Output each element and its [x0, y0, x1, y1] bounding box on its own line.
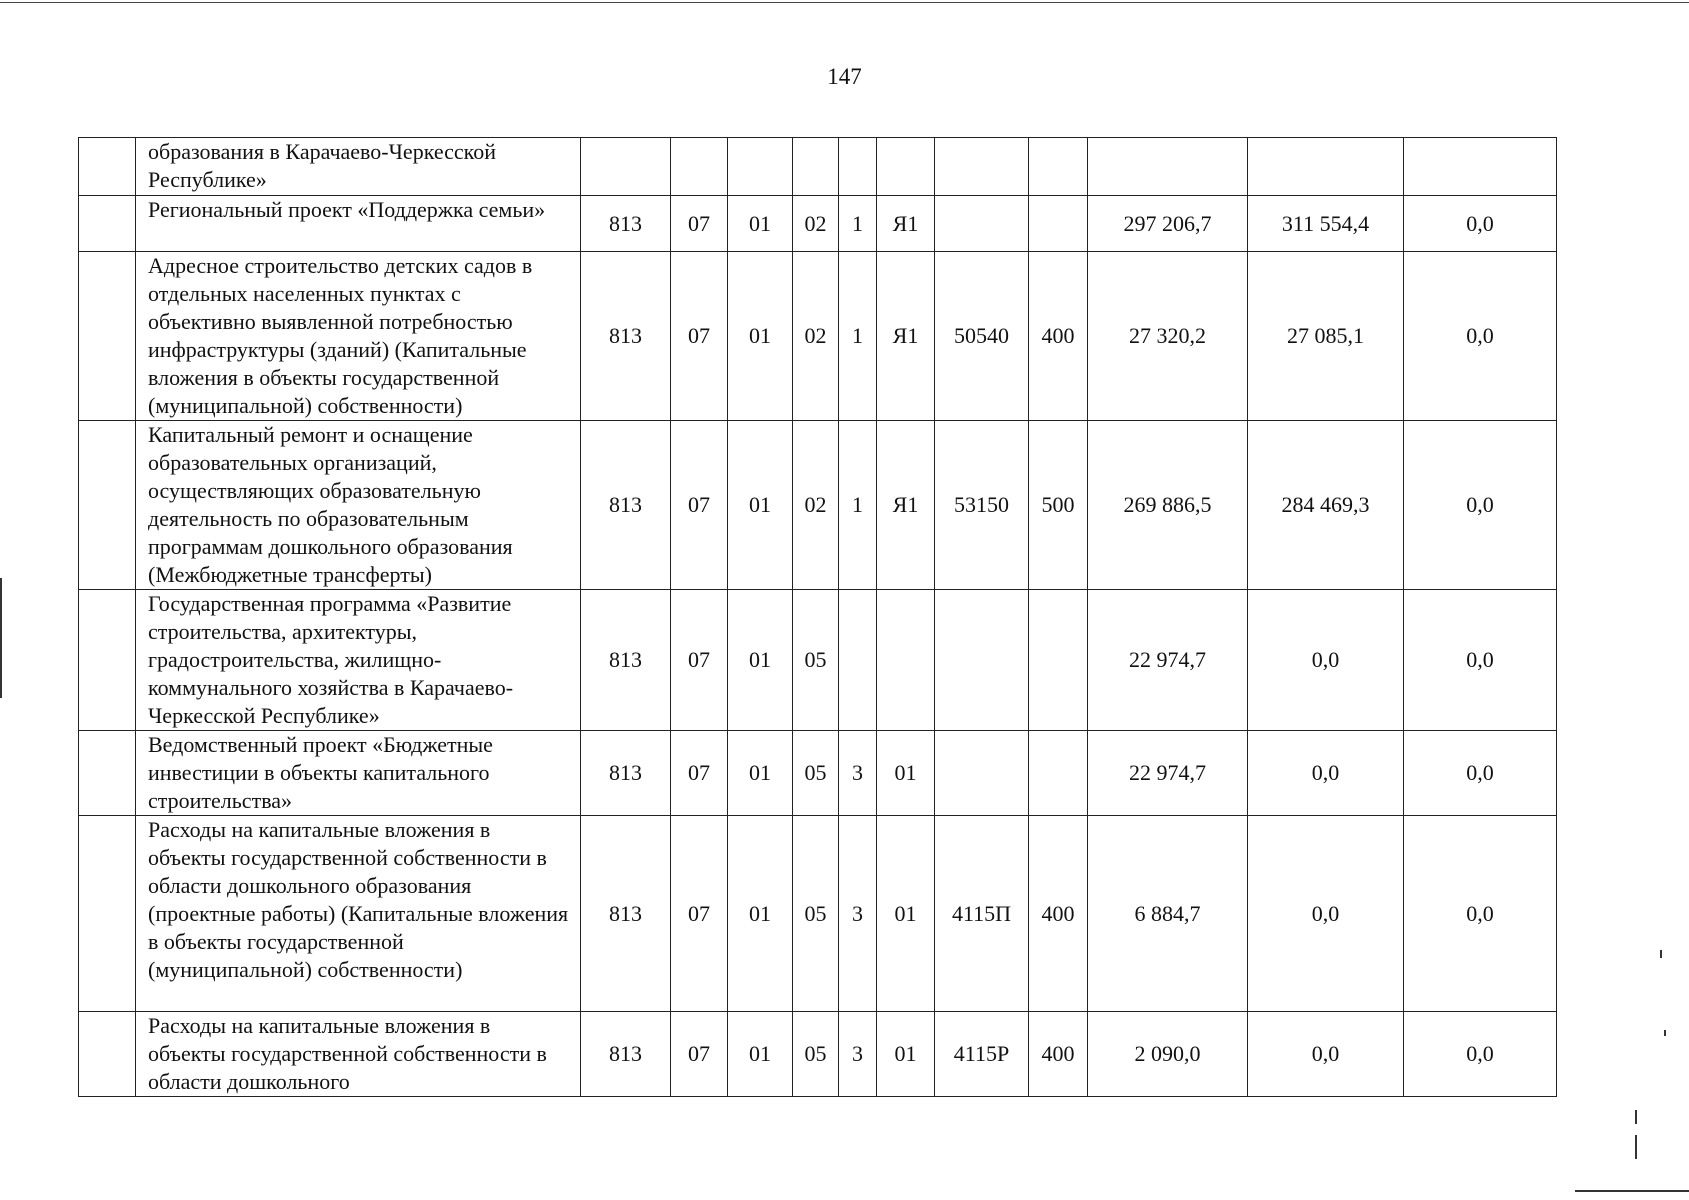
project-cell: Я1 — [877, 196, 935, 252]
description-cell: Расходы на капитальные вложения в объекты государственной собственности в области дошкольного — [136, 1012, 581, 1097]
row-index-cell — [79, 1012, 136, 1097]
amount-year3-cell: 0,0 — [1404, 590, 1557, 731]
amount-year3-cell: 0,0 — [1404, 196, 1557, 252]
subprogram-cell: 1 — [839, 421, 877, 590]
amount-year1-cell: 269 886,5 — [1088, 421, 1248, 590]
table-row — [79, 1012, 1557, 1097]
ministry-code-cell — [581, 138, 671, 196]
section-cell — [671, 138, 728, 196]
program-cell: 05 — [793, 816, 839, 1012]
project-cell: 01 — [877, 816, 935, 1012]
amount-year1-cell: 22 974,7 — [1088, 590, 1248, 731]
ministry-code-cell: 813 — [581, 590, 671, 731]
page-number: 147 — [827, 64, 862, 89]
ministry-code-cell: 813 — [581, 196, 671, 252]
description-cell: Ведомственный проект «Бюджетные инвестиции в объекты капитального строительства» — [136, 731, 581, 816]
direction-cell — [935, 138, 1029, 196]
amount-year2-cell: 0,0 — [1248, 590, 1404, 731]
direction-cell: 4115Р — [935, 1012, 1029, 1097]
ministry-code-cell: 813 — [581, 816, 671, 1012]
direction-cell — [935, 196, 1029, 252]
amount-year1-cell: 2 090,0 — [1088, 1012, 1248, 1097]
table-row — [79, 590, 1557, 731]
scan-edge-mark — [1575, 1190, 1689, 1192]
program-cell: 02 — [793, 196, 839, 252]
expense-type-cell: 400 — [1029, 1012, 1088, 1097]
scan-top-edge — [0, 2, 1689, 3]
scan-edge-mark — [1660, 950, 1662, 958]
scan-edge-mark — [1635, 1135, 1637, 1159]
amount-year1-cell: 22 974,7 — [1088, 731, 1248, 816]
amount-year3-cell: 0,0 — [1404, 731, 1557, 816]
ministry-code-cell: 813 — [581, 1012, 671, 1097]
subsection-cell: 01 — [728, 421, 793, 590]
expense-type-cell — [1029, 590, 1088, 731]
description-cell: Адресное строительство детских садов в отдельных населенных пунктах с объективно выявленной потребностью инфраструктуры (зданий) (Капитальные вложения в объекты государственной (муниципальной) собственности) — [136, 252, 581, 421]
scan-edge-mark — [1664, 1030, 1666, 1036]
row-index-cell — [79, 590, 136, 731]
project-cell: Я1 — [877, 421, 935, 590]
expense-type-cell: 500 — [1029, 421, 1088, 590]
direction-cell: 53150 — [935, 421, 1029, 590]
amount-year2-cell: 0,0 — [1248, 1012, 1404, 1097]
amount-year2-cell: 311 554,4 — [1248, 196, 1404, 252]
project-cell — [877, 138, 935, 196]
subprogram-cell: 1 — [839, 196, 877, 252]
amount-year3-cell: 0,0 — [1404, 1012, 1557, 1097]
expense-type-cell: 400 — [1029, 816, 1088, 1012]
table-row — [79, 731, 1557, 816]
description-cell: Государственная программа «Развитие строительства, архитектуры, градостроительства, жилищно-коммунального хозяйства в Карачаево-Черкесской Республике» — [136, 590, 581, 731]
subsection-cell: 01 — [728, 252, 793, 421]
project-cell: 01 — [877, 731, 935, 816]
program-cell — [793, 138, 839, 196]
row-index-cell — [79, 196, 136, 252]
section-cell: 07 — [671, 1012, 728, 1097]
subsection-cell: 01 — [728, 816, 793, 1012]
amount-year1-cell: 6 884,7 — [1088, 816, 1248, 1012]
program-cell: 02 — [793, 252, 839, 421]
section-cell: 07 — [671, 590, 728, 731]
direction-cell — [935, 731, 1029, 816]
subsection-cell: 01 — [728, 731, 793, 816]
amount-year2-cell — [1248, 138, 1404, 196]
subprogram-cell: 3 — [839, 816, 877, 1012]
program-cell: 05 — [793, 731, 839, 816]
subprogram-cell — [839, 138, 877, 196]
table-row — [79, 252, 1557, 421]
subprogram-cell: 3 — [839, 1012, 877, 1097]
amount-year1-cell — [1088, 138, 1248, 196]
row-index-cell — [79, 138, 136, 196]
row-index-cell — [79, 252, 136, 421]
direction-cell: 4115П — [935, 816, 1029, 1012]
table-row — [79, 816, 1557, 1012]
program-cell: 02 — [793, 421, 839, 590]
row-index-cell — [79, 731, 136, 816]
direction-cell: 50540 — [935, 252, 1029, 421]
subprogram-cell — [839, 590, 877, 731]
amount-year2-cell: 27 085,1 — [1248, 252, 1404, 421]
scan-edge-mark — [0, 578, 2, 698]
amount-year3-cell: 0,0 — [1404, 816, 1557, 1012]
section-cell: 07 — [671, 421, 728, 590]
amount-year3-cell: 0,0 — [1404, 421, 1557, 590]
project-cell: Я1 — [877, 252, 935, 421]
expense-type-cell — [1029, 196, 1088, 252]
description-cell: Капитальный ремонт и оснащение образовательных организаций, осуществляющих образовательную деятельность по образовательным программам дошкольного образования (Межбюджетные трансферты) — [136, 421, 581, 590]
table-row — [79, 196, 1557, 252]
subsection-cell: 01 — [728, 590, 793, 731]
subsection-cell — [728, 138, 793, 196]
ministry-code-cell: 813 — [581, 731, 671, 816]
subprogram-cell: 3 — [839, 731, 877, 816]
row-index-cell — [79, 421, 136, 590]
expense-type-cell — [1029, 731, 1088, 816]
amount-year3-cell: 0,0 — [1404, 252, 1557, 421]
section-cell: 07 — [671, 252, 728, 421]
program-cell: 05 — [793, 590, 839, 731]
amount-year2-cell: 284 469,3 — [1248, 421, 1404, 590]
expense-type-cell — [1029, 138, 1088, 196]
row-index-cell — [79, 816, 136, 1012]
ministry-code-cell: 813 — [581, 252, 671, 421]
amount-year1-cell: 27 320,2 — [1088, 252, 1248, 421]
project-cell — [877, 590, 935, 731]
description-cell: Расходы на капитальные вложения в объекты государственной собственности в области дошкольного образования (проектные работы) (Капитальные вложения в объекты государственной (муниципальной) собственности) — [136, 816, 581, 1012]
section-cell: 07 — [671, 816, 728, 1012]
subsection-cell: 01 — [728, 1012, 793, 1097]
expense-type-cell: 400 — [1029, 252, 1088, 421]
amount-year2-cell: 0,0 — [1248, 816, 1404, 1012]
amount-year2-cell: 0,0 — [1248, 731, 1404, 816]
subprogram-cell: 1 — [839, 252, 877, 421]
description-cell: Региональный проект «Поддержка семьи» — [136, 196, 581, 252]
ministry-code-cell: 813 — [581, 421, 671, 590]
section-cell: 07 — [671, 196, 728, 252]
table-row — [79, 138, 1557, 196]
table-row — [79, 421, 1557, 590]
project-cell: 01 — [877, 1012, 935, 1097]
amount-year3-cell — [1404, 138, 1557, 196]
direction-cell — [935, 590, 1029, 731]
program-cell: 05 — [793, 1012, 839, 1097]
description-cell: образования в Карачаево-Черкесской Республике» — [136, 138, 581, 196]
section-cell: 07 — [671, 731, 728, 816]
subsection-cell: 01 — [728, 196, 793, 252]
amount-year1-cell: 297 206,7 — [1088, 196, 1248, 252]
scan-edge-mark — [1635, 1110, 1637, 1124]
budget-table — [78, 137, 1557, 1097]
